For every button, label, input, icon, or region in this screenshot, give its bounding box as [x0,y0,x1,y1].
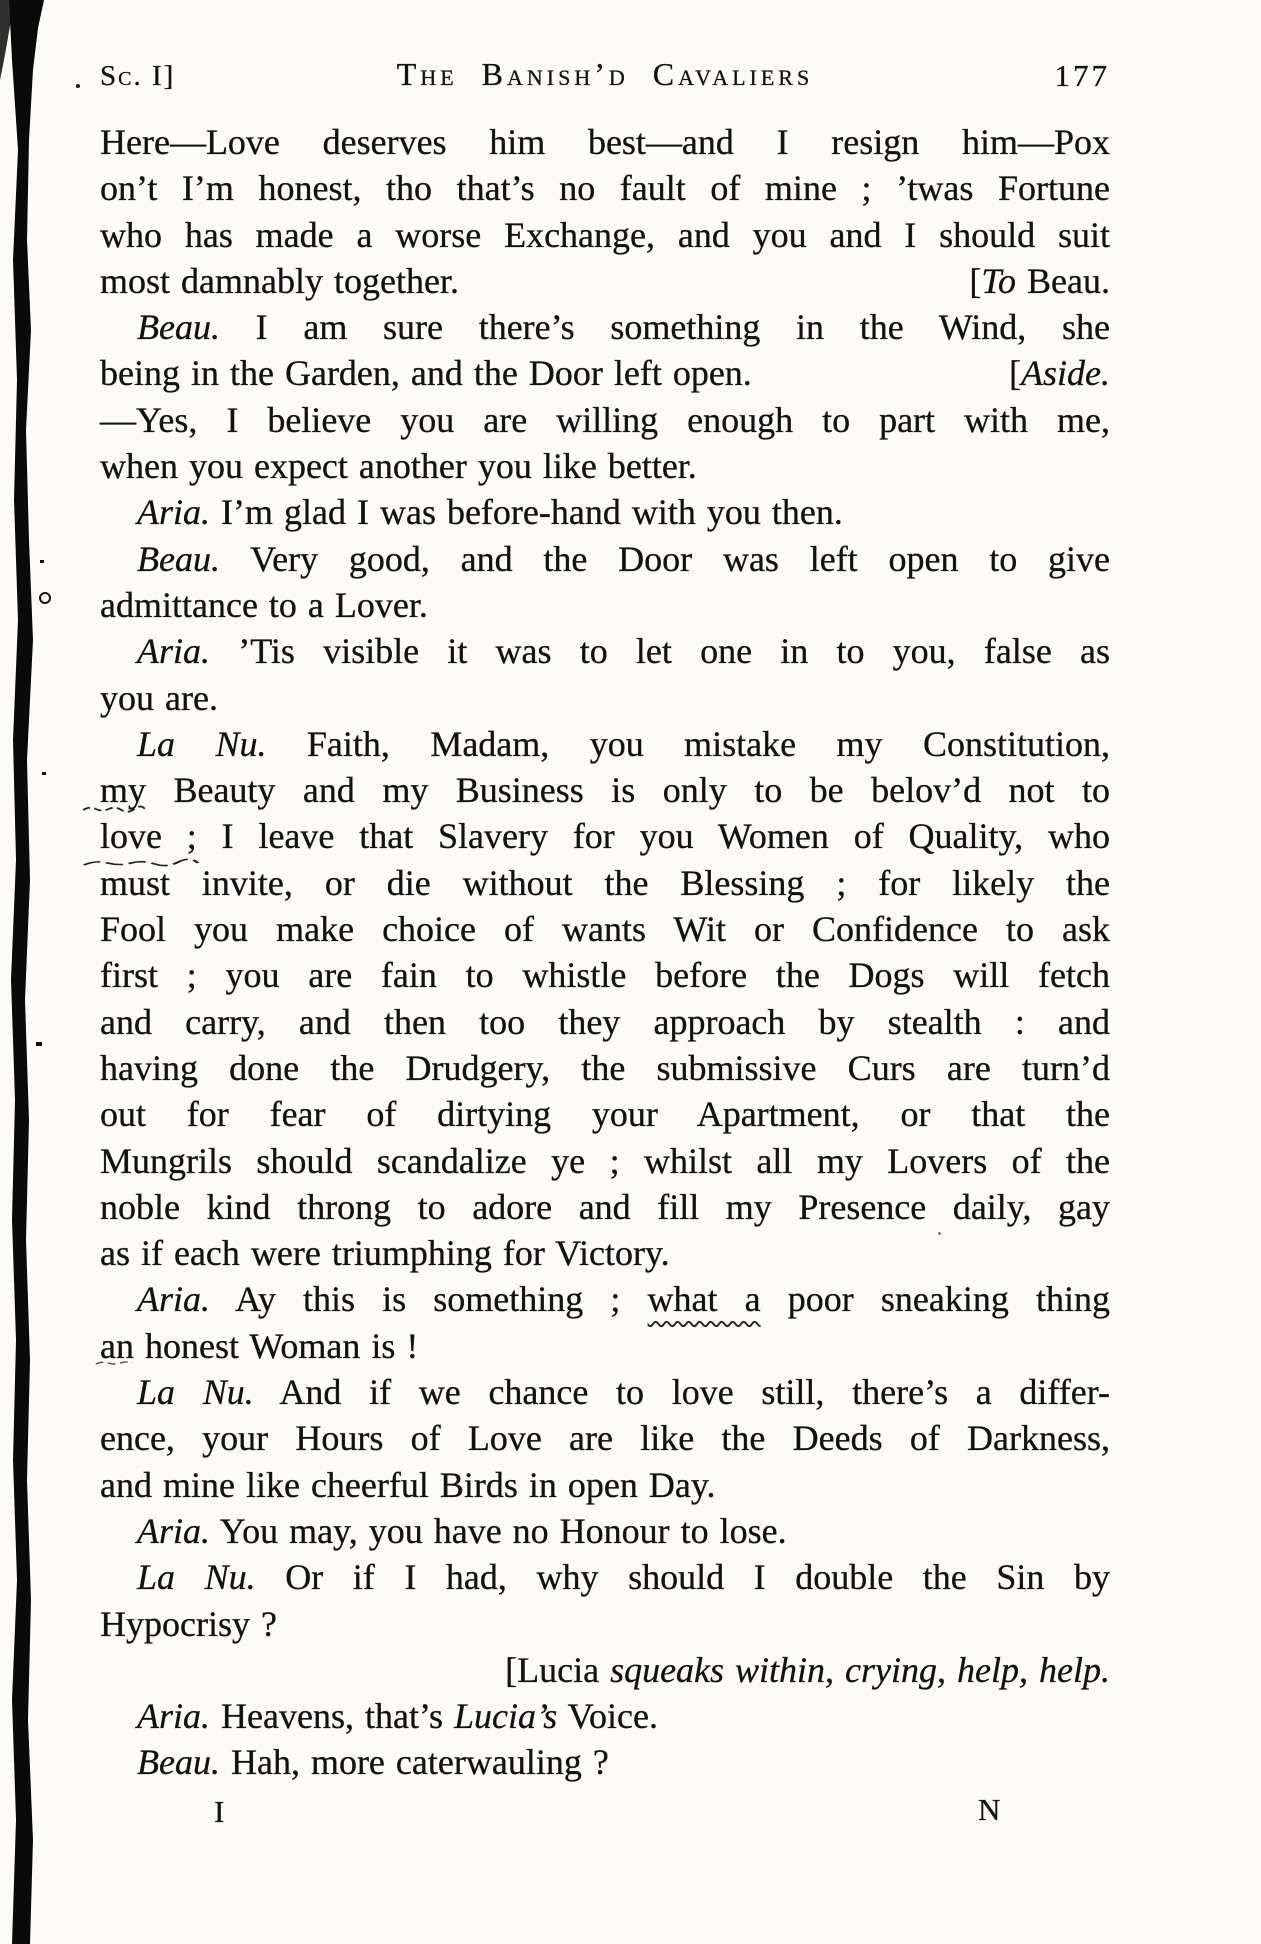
text-line [100,397,1110,443]
text-line [100,999,1110,1045]
text-segment: Mungrils should scandalize ye ; whilst all my Lovers of the [100,1140,1110,1181]
text-line [100,1693,1110,1739]
text-segment: Voice. [557,1696,658,1737]
body-lines [100,119,1110,1786]
text-segment: on’t I’m honest, tho that’s no fault of mine ; ’twas Fortune [100,168,1110,209]
text-line [100,628,1110,674]
ink-speck [76,84,80,88]
stage-direction [969,258,1110,304]
text-line [100,489,1110,535]
text-segment: what a [647,1279,761,1320]
text-line [100,165,1110,211]
signature-mark-left: I [214,1794,225,1829]
text-segment: an honest Woman is ! [100,1325,419,1366]
italic-text: Lucia’s [453,1696,558,1737]
text-segment: most damnably together. [100,260,459,301]
text-segment: and mine like cheerful Birds in open Day. [100,1464,716,1505]
italic-text: Aria. [137,1279,211,1320]
text-line [100,1369,1110,1415]
italic-text: To [981,260,1017,301]
italic-text: Aria. [137,631,211,672]
pen-mark [82,804,146,814]
text-line [100,119,1110,165]
text-segment: [ [969,260,982,301]
text-segment: Fool you make choice of wants Wit or Confidence to ask [100,909,1110,950]
text-segment: having done the Drudgery, the submissive Curs are turn’d [100,1047,1110,1088]
italic-text: La Nu. [137,1557,256,1598]
italic-text: Beau. [137,1742,220,1783]
text-segment: admittance to a Lover. [100,584,428,625]
pen-mark [82,858,200,868]
text-segment: my Beauty and my Business is only to be belov’d not to [100,770,1110,811]
text-segment: noble kind throng to adore and fill my Presence daily, gay [100,1186,1110,1227]
text-line [100,1184,1110,1230]
binding-shadow [0,0,60,1944]
text-segment: poor sneaking thing [760,1279,1110,1320]
text-segment: ence, your Hours of Love are like the Deeds of Darkness, [100,1418,1110,1459]
text-segment: Or if I had, why should I double the Sin by [255,1557,1110,1598]
page-number: 177 [1054,58,1110,93]
text-segment: I’m glad I was before-hand with you then. [210,492,843,533]
text-segment: Very good, and the Door was left open to give [219,538,1110,579]
text-line [100,952,1110,998]
page-header [100,56,1110,96]
text-line [100,767,1110,813]
text-segment: as if each were triumphing for Victory. [100,1233,670,1274]
text-segment: Faith, Madam, you mistake my Constitution, [266,723,1110,764]
stage-direction-line [100,350,1110,396]
dialogue-text [100,350,752,396]
text-line [100,1462,1110,1508]
text-line [100,536,1110,582]
text-segment: you are. [100,677,218,718]
text-line [100,1323,1110,1369]
text-segment: and carry, and then too they approach by stealth : and [100,1001,1110,1042]
text-segment: must invite, or die without the Blessing ; for likely the [100,862,1110,903]
stage-direction [1009,350,1110,396]
italic-text: Beau. [137,307,220,348]
text-line [100,675,1110,721]
text-line [100,1138,1110,1184]
text-segment: Beau. [1016,260,1110,301]
text-line [100,1045,1110,1091]
text-line [100,721,1110,767]
signature-mark-right: N [978,1792,1001,1827]
text-segment: love ; I leave that Slavery for you Women of Quality, who [100,816,1110,857]
text-line [100,1508,1110,1554]
text-segment: first ; you are fain to whistle before the Dogs will fetch [100,955,1110,996]
text-line [100,1601,1110,1647]
text-segment: when you expect another you like better. [100,446,697,487]
text-segment: Here—Love deserves him best—and I resign him—Pox [100,122,1110,162]
text-line [100,304,1110,350]
stage-direction-line [100,258,1110,304]
text-line [100,443,1110,489]
text-segment: out for fear of dirtying your Apartment, or that the [100,1094,1110,1135]
scene-label: Sc. I] [100,60,176,92]
text-line [100,212,1110,258]
text-segment: —Yes, I believe you are willing enough to part with me, [100,399,1110,440]
text-segment: Ay this is something ; [210,1279,648,1320]
text-segment: [Lucia [505,1649,611,1690]
italic-text: Aside. [1021,353,1110,394]
text-line [100,1415,1110,1461]
text-segment: who has made a worse Exchange, and you and I should suit [100,214,1110,255]
text-line [100,1230,1110,1276]
text-segment: I am sure there’s something in the Wind, she [219,307,1110,348]
text-line [100,582,1110,628]
running-title: The Banish’d Cavaliers [396,56,814,92]
text-line [100,906,1110,952]
text-segment: Heavens, that’s [210,1696,454,1737]
text-segment: ’Tis visible it was to let one in to you, false as [210,631,1110,672]
stage-direction-line [100,1647,1110,1693]
italic-text: La Nu. [137,1372,254,1413]
pen-mark [95,1358,141,1368]
text-segment: Hypocrisy ? [100,1603,277,1644]
italic-text: Beau. [137,538,220,579]
text-segment: Hah, more caterwauling ? [219,1742,609,1783]
dialogue-text [100,258,459,304]
text-segment: And if we chance to love still, there’s a differ- [253,1372,1110,1413]
text-line [100,860,1110,906]
text-line [100,1739,1110,1785]
text-line [100,1091,1110,1137]
text-line [100,1276,1110,1322]
italic-text: Aria. [137,492,211,533]
text-segment: You may, you have no Honour to lose. [210,1510,787,1551]
text-segment: being in the Garden, and the Door left open. [100,353,752,394]
italic-text: squeaks within, crying, help, help. [610,1649,1110,1690]
italic-text: La Nu. [137,723,267,764]
text-segment: [ [1009,353,1022,394]
italic-text: Aria. [137,1696,211,1737]
italic-text: Aria. [137,1510,211,1551]
text-line [100,813,1110,859]
text-line [100,1554,1110,1600]
